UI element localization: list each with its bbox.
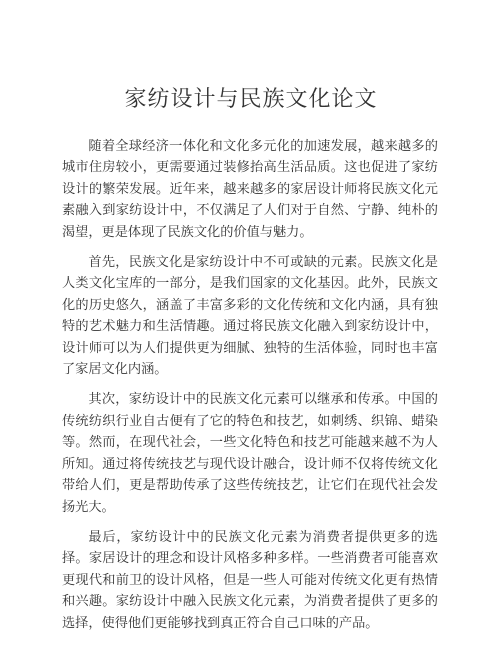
document-title: 家纺设计与民族文化论文	[124, 87, 378, 112]
document-body	[62, 136, 438, 643]
paragraph-3: 其次，家纺设计中的民族文化元素可以继承和传承。中国的传统纺织行业自古便有了它的特色和技艺，如刺绣、织锦、蜡染等。然而，在现代社会，一些文化特色和技艺可能越来越不为人所知。通过将传统技艺与现代设计融合，设计师不仅将传统文化带给人们，更是帮助传承了这些传统技艺，让它们在现代社会发扬光大。	[62, 392, 438, 515]
paragraph-2: 首先，民族文化是家纺设计中不可或缺的元素。民族文化是人类文化宝库的一部分，是我们国家的文化基因。此外，民族文化的历史悠久，涵盖了丰富多彩的文化传统和文化内涵，具有独特的艺术魅力和生活情趣。通过将民族文化融入到家纺设计中，设计师可以为人们提供更为细腻、独特的生活体验，同时也丰富了家居文化内涵。	[62, 255, 438, 378]
paragraph-1: 随着全球经济一体化和文化多元化的加速发展，越来越多的城市住房较小，更需要通过装修抬高生活品质。这也促进了家纺设计的繁荣发展。近年来，越来越多的家居设计师将民族文化元素融入到家纺设计中，不仅满足了人们对于自然、宁静、纯朴的渴望，更是体现了民族文化的价值与魅力。	[62, 139, 438, 240]
paragraph-4: 最后，家纺设计中的民族文化元素为消费者提供更多的选择。家居设计的理念和设计风格多种多样。一些消费者可能喜欢更现代和前卫的设计风格，但是一些人可能对传统文化更有热情和兴趣。家纺设计中融入民族文化元素，为消费者提供了更多的选择，使得他们更能够找到真正符合自己口味的产品。	[62, 529, 438, 631]
